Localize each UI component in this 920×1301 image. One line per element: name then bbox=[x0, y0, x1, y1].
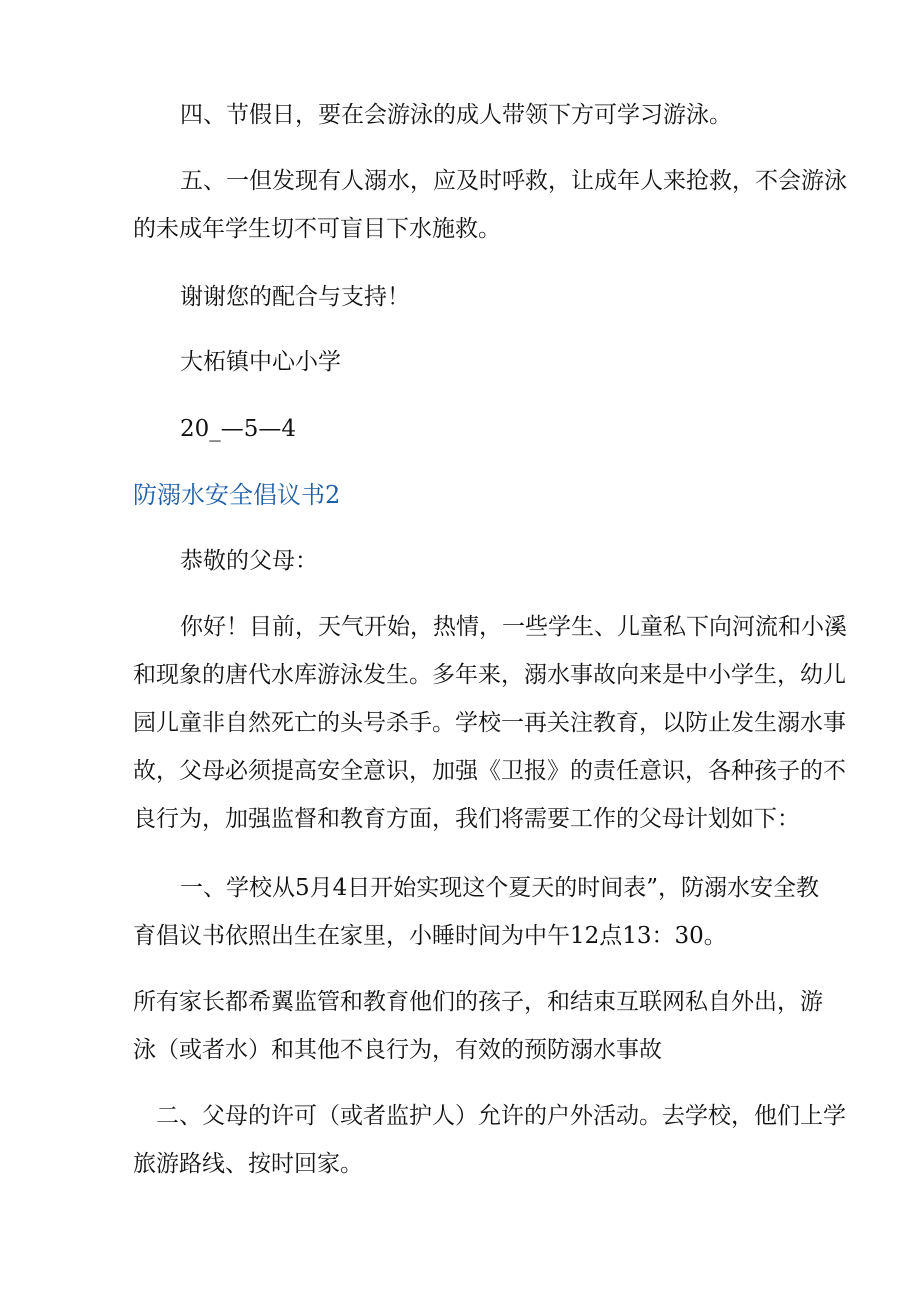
paragraph-item-four: 四、节假日，要在会游泳的成人带领下方可学习游泳。 bbox=[180, 102, 732, 128]
body-paragraph-line-4: 故，父母必须提高安全意识，加强《卫报》的责任意识，各种孩子的不 bbox=[133, 758, 846, 784]
plan-item-two-line-2: 旅游路线、按时回家。 bbox=[133, 1151, 363, 1177]
body-paragraph-line-2: 和现象的唐代水库游泳发生。多年来，溺水事故向来是中小学生，幼儿 bbox=[133, 662, 846, 688]
parents-paragraph-line-1: 所有家长都希翼监管和教育他们的孩子，和结束互联网私自外出，游 bbox=[133, 989, 823, 1015]
plan-item-two-line-1: 二、父母的许可（或者监护人）允许的户外活动。去学校，他们上学 bbox=[156, 1103, 846, 1129]
paragraph-item-five-line-2: 的未成年学生切不可盲目下水施救。 bbox=[133, 216, 501, 242]
signature-date: 20_—5—4 bbox=[180, 416, 297, 442]
paragraph-item-five-line-1: 五、一但发现有人溺水，应及时呼救，让成年人来抢救，不会游泳 bbox=[180, 168, 847, 194]
plan-item-one-line-1: 一、学校从5月4日开始实现这个夏天的时间表”，防溺水安全教 bbox=[180, 875, 820, 901]
parents-paragraph-line-2: 泳（或者水）和其他不良行为，有效的预防溺水事故 bbox=[133, 1037, 662, 1063]
signature-school: 大柘镇中心小学 bbox=[180, 349, 341, 375]
body-paragraph-line-1: 你好！目前，天气开始，热情，一些学生、儿童私下向河流和小溪 bbox=[180, 614, 847, 640]
body-paragraph-line-3: 园儿童非自然死亡的头号杀手。学校一再关注教育，以防止发生溺水事 bbox=[133, 710, 846, 736]
salutation: 恭敬的父母： bbox=[180, 548, 318, 574]
plan-item-one-line-2: 育倡议书依照出生在家里，小睡时间为中午12点13：30。 bbox=[133, 923, 727, 949]
thanks-line: 谢谢您的配合与支持！ bbox=[180, 284, 410, 310]
section-title: 防溺水安全倡议书2 bbox=[133, 481, 341, 509]
body-paragraph-line-5: 良行为，加强监督和教育方面，我们将需要工作的父母计划如下： bbox=[133, 806, 800, 832]
